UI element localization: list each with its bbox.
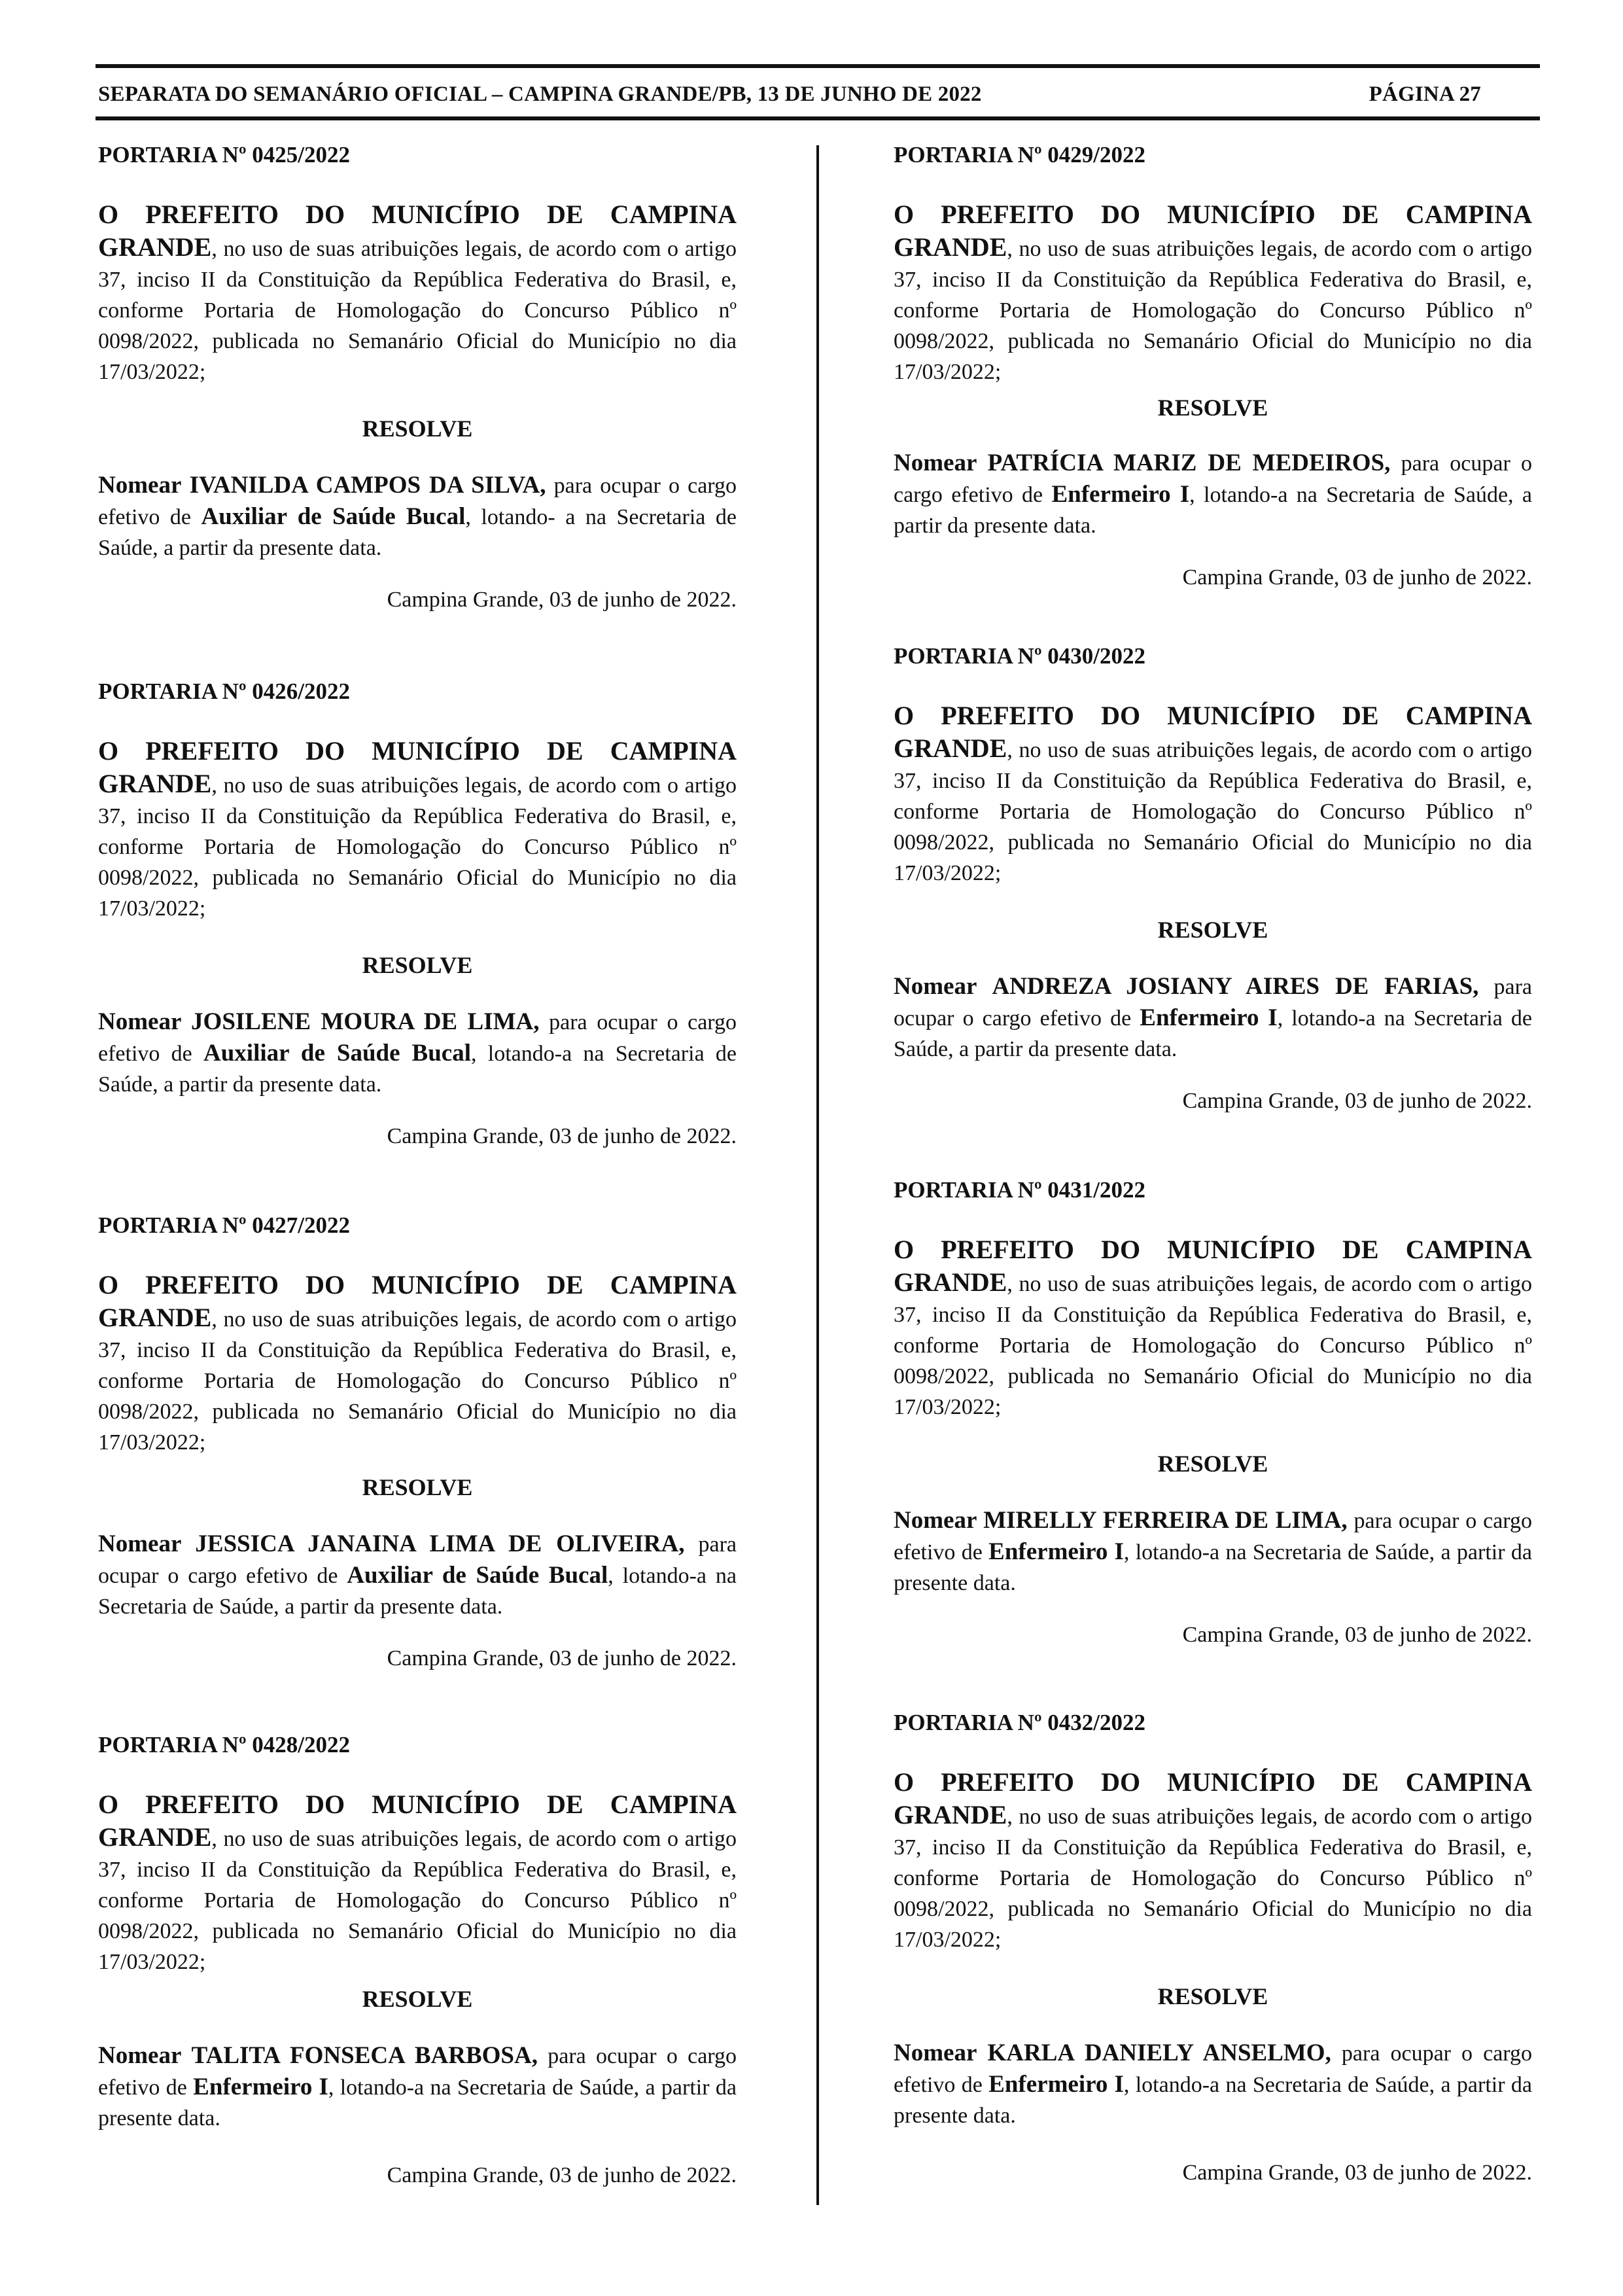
lotacao-text: , lotando-a na Secretaria de Saúde, a partir da presente data. bbox=[894, 1540, 1532, 1595]
resolve-heading: RESOLVE bbox=[362, 415, 473, 442]
cargo-name: Enfermeiro I bbox=[193, 2074, 328, 2100]
portaria-date: Campina Grande, 03 de junho de 2022. bbox=[1182, 1623, 1532, 1647]
para-ocupar-text: para ocupar o cargo efetivo de bbox=[98, 1010, 737, 1066]
nominee-name: TALITA FONSECA BARBOSA, bbox=[191, 2042, 538, 2069]
nominee-name: IVANILDA CAMPOS DA SILVA, bbox=[189, 472, 546, 499]
portaria-0427 bbox=[98, 1210, 737, 1674]
nominee-name: JESSICA JANAINA LIMA DE OLIVEIRA, bbox=[195, 1530, 685, 1557]
nomeacao-text bbox=[98, 2040, 737, 2134]
cargo-name: Enfermeiro I bbox=[988, 2071, 1124, 2098]
portaria-intro bbox=[98, 1269, 737, 1458]
lotacao-text: , lotando-a na Secretaria de Saúde, a partir da presente data. bbox=[894, 1006, 1532, 1061]
portaria-0425 bbox=[98, 140, 737, 615]
prefeito-label: O PREFEITO DO MUNICÍPIO DE CAMPINA GRANDE bbox=[894, 1235, 1532, 1297]
para-ocupar-text: para ocupar o cargo efetivo de bbox=[894, 1509, 1532, 1564]
resolve-heading: RESOLVE bbox=[362, 1986, 473, 2012]
nomear-label: Nomear bbox=[98, 472, 182, 499]
para-ocupar-text: para ocupar o cargo efetivo de bbox=[894, 2041, 1533, 2097]
cargo-name: Enfermeiro I bbox=[988, 1538, 1124, 1565]
nomear-label: Nomear bbox=[894, 973, 977, 1000]
intro-text: , no uso de suas atribuições legais, de acordo com o artigo 37, inciso II da Constituição da República Federativa do Brasil, e, conforme Portaria de Homologação do Concurso Público nº 0098/2022, publicada no Semanário Oficial do Município no dia 17/03/2022; bbox=[98, 1307, 737, 1455]
portaria-0426 bbox=[98, 677, 737, 1152]
nomear-label: Nomear bbox=[98, 2042, 182, 2069]
portaria-intro bbox=[98, 199, 737, 387]
intro-text: , no uso de suas atribuições legais, de acordo com o artigo 37, inciso II da Constituição da República Federativa do Brasil, e, conforme Portaria de Homologação do Concurso Público nº 0098/2022, publicada no Semanário Oficial do Município no dia 17/03/2022; bbox=[894, 738, 1532, 885]
portaria-0432 bbox=[894, 1708, 1532, 2188]
portaria-date: Campina Grande, 03 de junho de 2022. bbox=[387, 1646, 737, 1670]
portaria-intro bbox=[894, 1767, 1532, 1955]
lotacao-text: , lotando-a na Secretaria de Saúde, a partir da presente data. bbox=[98, 1042, 737, 1097]
nomeacao-text bbox=[894, 971, 1532, 1065]
cargo-name: Auxiliar de Saúde Bucal bbox=[203, 1040, 472, 1067]
portaria-title: PORTARIA Nº 0429/2022 bbox=[894, 142, 1145, 168]
intro-text: , no uso de suas atribuições legais, de acordo com o artigo 37, inciso II da Constituição da República Federativa do Brasil, e, conforme Portaria de Homologação do Concurso Público nº 0098/2022, publicada no Semanário Oficial do Município no dia 17/03/2022; bbox=[894, 237, 1532, 384]
para-ocupar-text: para ocupar o cargo efetivo de bbox=[98, 2044, 737, 2100]
header-title: SEPARATA DO SEMANÁRIO OFICIAL – CAMPINA GRANDE/PB, 13 DE JUNHO DE 2022 bbox=[98, 82, 982, 106]
para-ocupar-text: para ocupar o cargo efetivo de bbox=[894, 451, 1533, 507]
nomear-label: Nomear bbox=[894, 2040, 977, 2066]
prefeito-label: O PREFEITO DO MUNICÍPIO DE CAMPINA GRANDE bbox=[98, 736, 737, 798]
portaria-title: PORTARIA Nº 0427/2022 bbox=[98, 1212, 350, 1238]
portaria-title: PORTARIA Nº 0431/2022 bbox=[894, 1177, 1145, 1203]
portaria-date: Campina Grande, 03 de junho de 2022. bbox=[387, 2163, 737, 2187]
cargo-name: Auxiliar de Saúde Bucal bbox=[201, 503, 466, 530]
resolve-heading: RESOLVE bbox=[1157, 917, 1268, 943]
portaria-title: PORTARIA Nº 0425/2022 bbox=[98, 142, 350, 168]
lotacao-text: , lotando-a na Secretaria de Saúde, a partir da presente data. bbox=[98, 1564, 737, 1619]
lotacao-text: , lotando-a na Secretaria de Saúde, a partir da presente data. bbox=[894, 483, 1532, 538]
resolve-heading: RESOLVE bbox=[362, 952, 473, 978]
portaria-title: PORTARIA Nº 0426/2022 bbox=[98, 679, 350, 704]
prefeito-label: O PREFEITO DO MUNICÍPIO DE CAMPINA GRANDE bbox=[98, 1790, 737, 1852]
intro-text: , no uso de suas atribuições legais, de acordo com o artigo 37, inciso II da Constituição da República Federativa do Brasil, e, conforme Portaria de Homologação do Concurso Público nº 0098/2022, publicada no Semanário Oficial do Município no dia 17/03/2022; bbox=[98, 237, 737, 384]
page-number: PÁGINA 27 bbox=[1369, 82, 1481, 106]
portaria-0428 bbox=[98, 1730, 737, 2191]
portaria-0429 bbox=[894, 140, 1532, 593]
portaria-title: PORTARIA Nº 0428/2022 bbox=[98, 1732, 350, 1757]
header-top-rule bbox=[96, 64, 1540, 68]
portaria-title: PORTARIA Nº 0432/2022 bbox=[894, 1710, 1145, 1735]
portaria-intro bbox=[894, 700, 1532, 889]
nomeacao-text bbox=[894, 1505, 1532, 1598]
nomeacao-text bbox=[98, 1006, 737, 1100]
resolve-heading: RESOLVE bbox=[1157, 1451, 1268, 1477]
column-divider bbox=[816, 145, 819, 2205]
portaria-0430 bbox=[894, 641, 1532, 1116]
portaria-date: Campina Grande, 03 de junho de 2022. bbox=[387, 1124, 737, 1148]
prefeito-label: O PREFEITO DO MUNICÍPIO DE CAMPINA GRANDE bbox=[894, 701, 1532, 763]
portaria-intro bbox=[98, 1789, 737, 1977]
cargo-name: Auxiliar de Saúde Bucal bbox=[347, 1562, 608, 1589]
nomear-label: Nomear bbox=[98, 1008, 182, 1035]
resolve-heading: RESOLVE bbox=[1157, 395, 1268, 421]
nomeacao-text bbox=[98, 1528, 737, 1622]
header-bottom-rule bbox=[96, 116, 1540, 120]
prefeito-label: O PREFEITO DO MUNICÍPIO DE CAMPINA GRANDE bbox=[98, 1270, 737, 1332]
nominee-name: JOSILENE MOURA DE LIMA, bbox=[191, 1008, 540, 1035]
portaria-0431 bbox=[894, 1175, 1532, 1650]
portaria-intro bbox=[894, 199, 1532, 387]
prefeito-label: O PREFEITO DO MUNICÍPIO DE CAMPINA GRANDE bbox=[894, 1767, 1532, 1829]
nomear-label: Nomear bbox=[894, 450, 977, 476]
prefeito-label: O PREFEITO DO MUNICÍPIO DE CAMPINA GRANDE bbox=[894, 200, 1532, 262]
nominee-name: PATRÍCIA MARIZ DE MEDEIROS, bbox=[987, 450, 1391, 476]
para-ocupar-text: para ocupar o cargo efetivo de bbox=[98, 474, 737, 529]
resolve-heading: RESOLVE bbox=[1157, 1983, 1268, 2009]
nominee-name: ANDREZA JOSIANY AIRES DE FARIAS, bbox=[992, 973, 1479, 1000]
nomeacao-text bbox=[98, 470, 737, 563]
portaria-date: Campina Grande, 03 de junho de 2022. bbox=[387, 588, 737, 612]
portaria-intro bbox=[894, 1234, 1532, 1422]
nomeacao-text bbox=[894, 448, 1532, 541]
nomear-label: Nomear bbox=[894, 1507, 977, 1534]
portaria-date: Campina Grande, 03 de junho de 2022. bbox=[1182, 1089, 1532, 1113]
portaria-intro bbox=[98, 735, 737, 924]
nominee-name: MIRELLY FERREIRA DE LIMA, bbox=[983, 1507, 1348, 1534]
portaria-date: Campina Grande, 03 de junho de 2022. bbox=[1182, 565, 1532, 590]
lotacao-text: , lotando-a na Secretaria de Saúde, a partir da presente data. bbox=[98, 2075, 737, 2130]
lotacao-text: , lotando-a na Secretaria de Saúde, a partir da presente data. bbox=[894, 2073, 1532, 2128]
resolve-heading: RESOLVE bbox=[362, 1474, 473, 1500]
cargo-name: Enfermeiro I bbox=[1140, 1004, 1278, 1031]
intro-text: , no uso de suas atribuições legais, de acordo com o artigo 37, inciso II da Constituição da República Federativa do Brasil, e, conforme Portaria de Homologação do Concurso Público nº 0098/2022, publicada no Semanário Oficial do Município no dia 17/03/2022; bbox=[894, 1272, 1532, 1419]
lotacao-text: , lotando- a na Secretaria de Saúde, a partir da presente data. bbox=[98, 505, 737, 560]
prefeito-label: O PREFEITO DO MUNICÍPIO DE CAMPINA GRANDE bbox=[98, 200, 737, 262]
portaria-date: Campina Grande, 03 de junho de 2022. bbox=[1182, 2161, 1532, 2185]
para-ocupar-text: para ocupar o cargo efetivo de bbox=[98, 1532, 737, 1588]
portaria-title: PORTARIA Nº 0430/2022 bbox=[894, 643, 1145, 669]
nomear-label: Nomear bbox=[98, 1530, 182, 1557]
cargo-name: Enfermeiro I bbox=[1051, 481, 1190, 508]
intro-text: , no uso de suas atribuições legais, de acordo com o artigo 37, inciso II da Constituição da República Federativa do Brasil, e, conforme Portaria de Homologação do Concurso Público nº 0098/2022, publicada no Semanário Oficial do Município no dia 17/03/2022; bbox=[894, 1805, 1532, 1952]
para-ocupar-text: para ocupar o cargo efetivo de bbox=[894, 975, 1532, 1031]
intro-text: , no uso de suas atribuições legais, de acordo com o artigo 37, inciso II da Constituição da República Federativa do Brasil, e, conforme Portaria de Homologação do Concurso Público nº 0098/2022, publicada no Semanário Oficial do Município no dia 17/03/2022; bbox=[98, 773, 737, 921]
nomeacao-text bbox=[894, 2038, 1532, 2131]
page-header bbox=[98, 77, 1481, 111]
intro-text: , no uso de suas atribuições legais, de acordo com o artigo 37, inciso II da Constituição da República Federativa do Brasil, e, conforme Portaria de Homologação do Concurso Público nº 0098/2022, publicada no Semanário Oficial do Município no dia 17/03/2022; bbox=[98, 1827, 737, 1974]
nominee-name: KARLA DANIELY ANSELMO, bbox=[987, 2040, 1331, 2066]
